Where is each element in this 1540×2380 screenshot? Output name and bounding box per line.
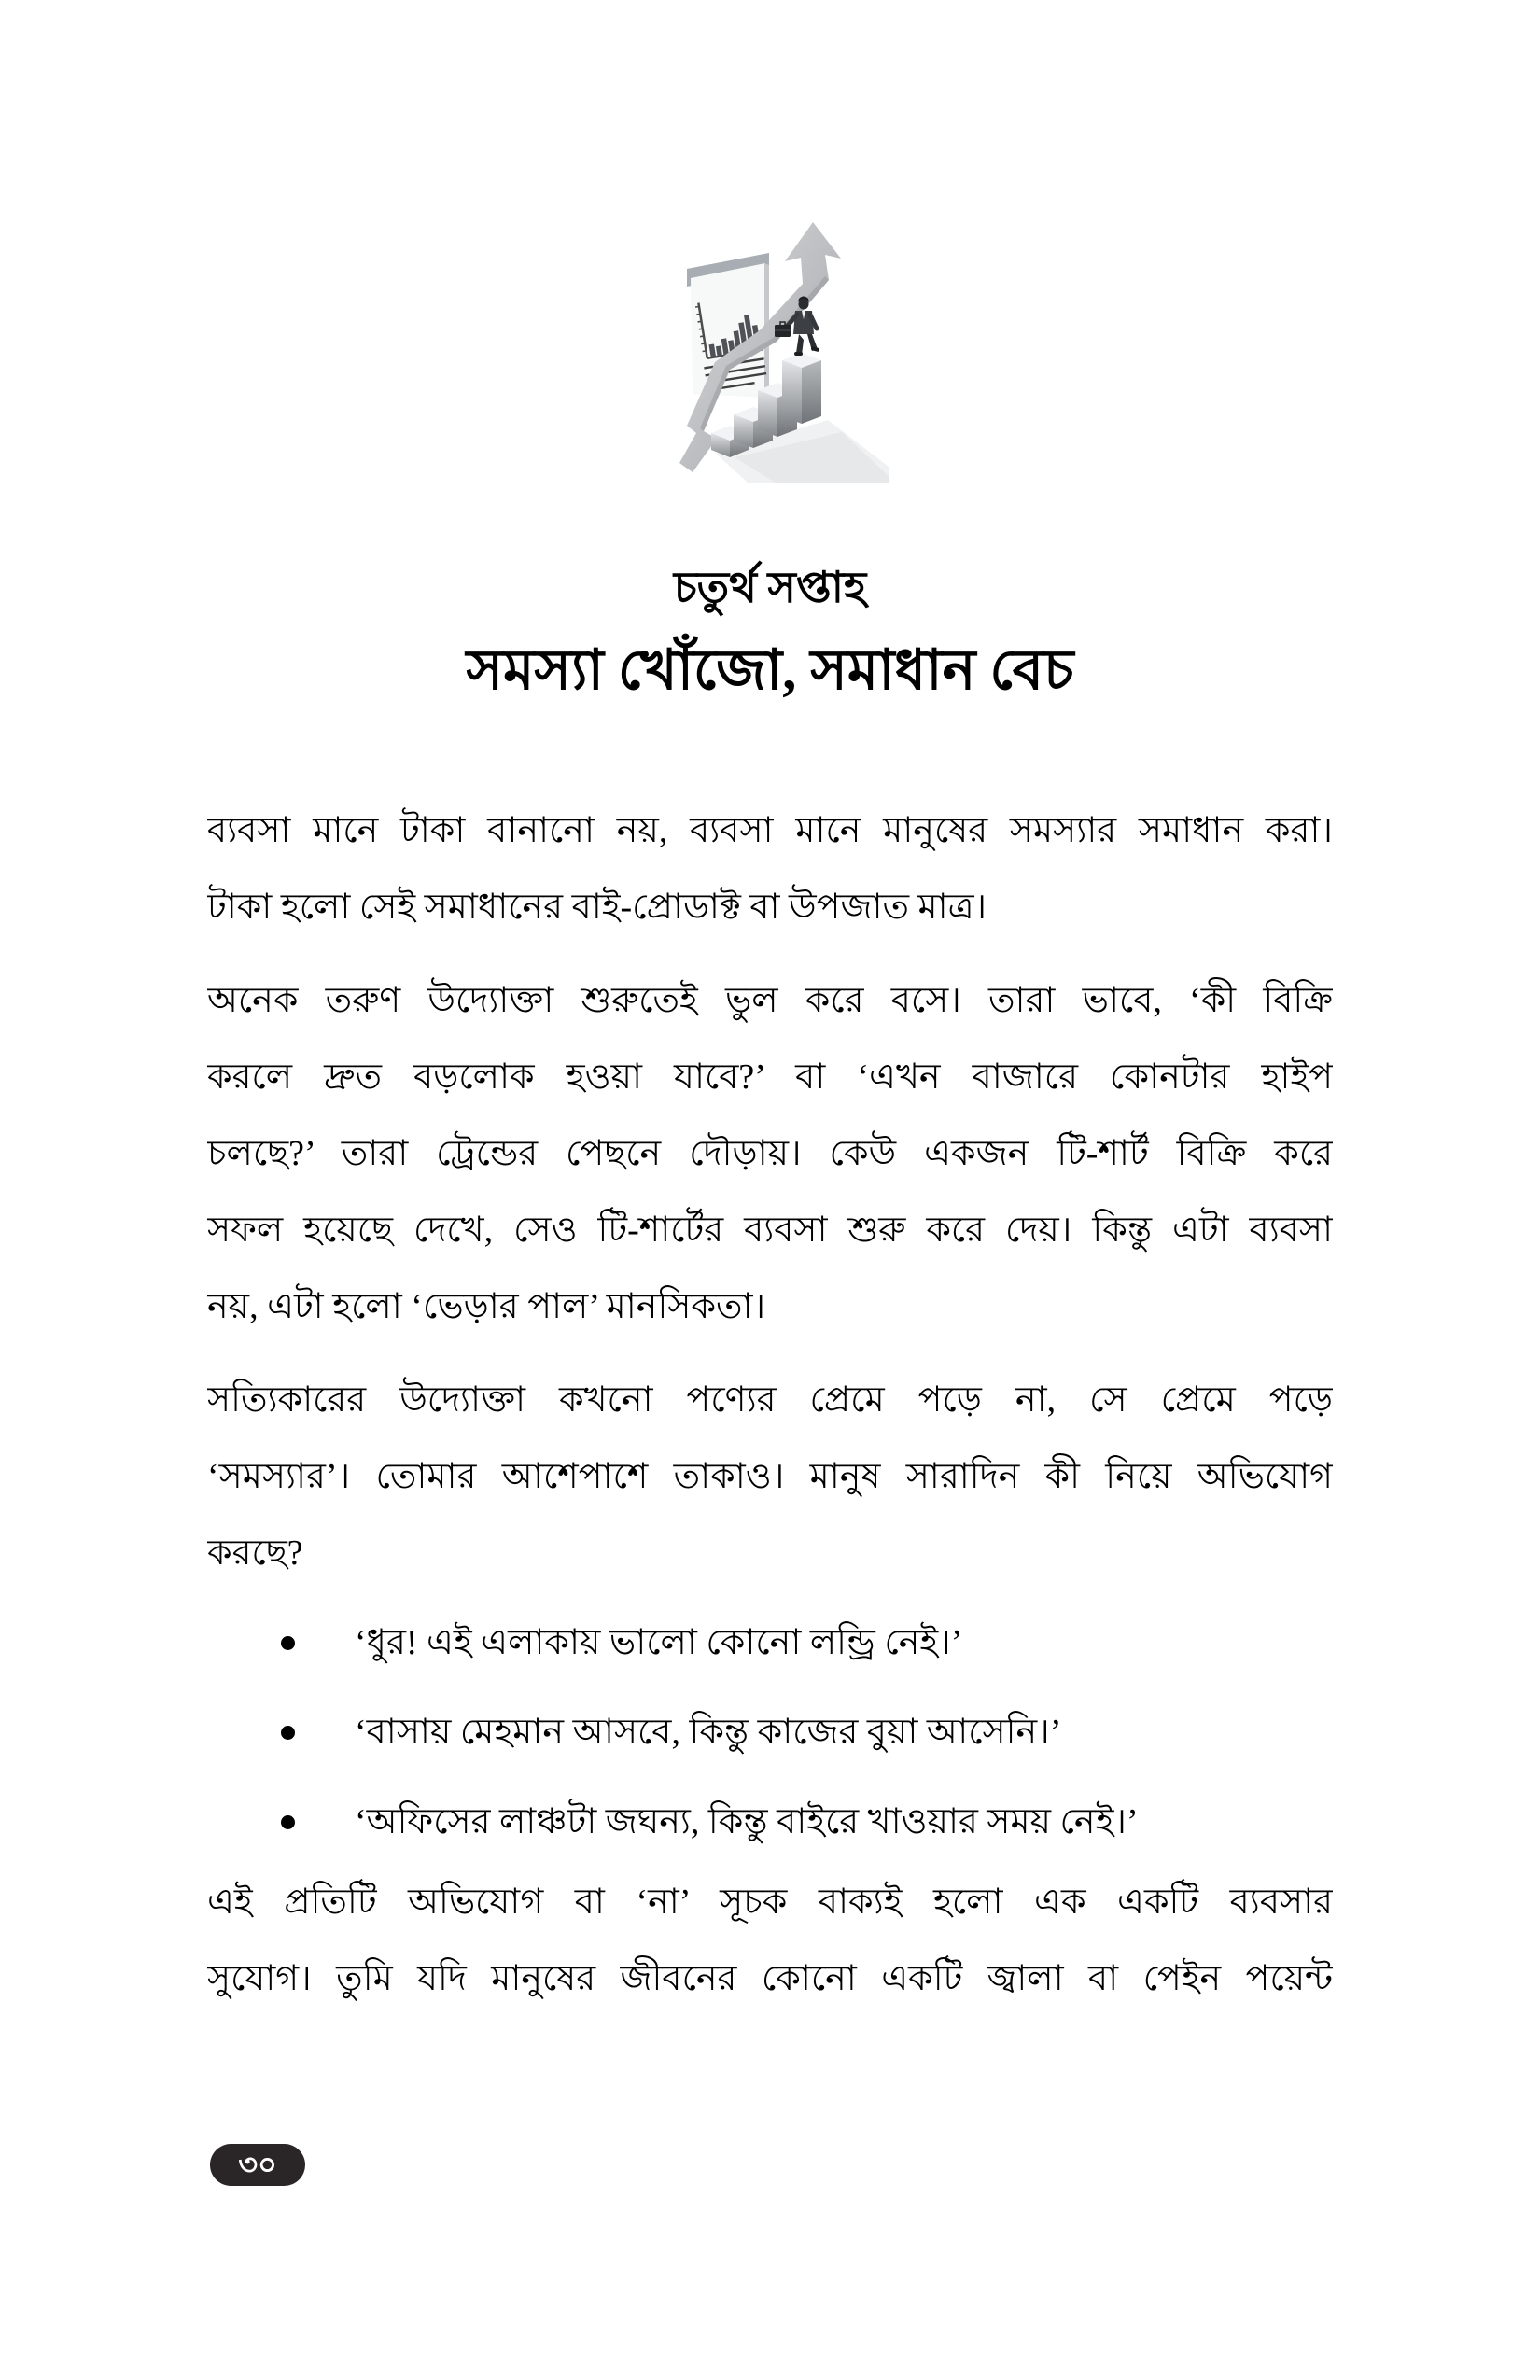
complaints-bullet-list [207, 1604, 1333, 1860]
paragraph [207, 1864, 1333, 2017]
bullet-item [207, 1604, 1333, 1681]
growth-illustration [665, 222, 889, 483]
page-title: সমস্যা খোঁজো, সমাধান বেচ [466, 639, 1074, 701]
body-line: সত্যিকারের উদ্যোক্তা কখনো পণ্যের প্রেমে পড়ে না, সে প্রেমে পড়ে [207, 1380, 1333, 1420]
paragraph [207, 962, 1333, 1345]
body-line: অনেক তরুণ উদ্যোক্তা শুরুতেই ভুল করে বসে। তারা ভাবে, ‘কী বিক্রি [207, 981, 1333, 1020]
bullet-dot [281, 1726, 295, 1740]
body-line: এই প্রতিটি অভিযোগ বা ‘না’ সূচক বাক্যই হলো এক একটি ব্যবসার [207, 1883, 1333, 1922]
bullet-text: ‘বাসায় মেহমান আসবে, কিন্তু কাজের বুয়া আসেনি।’ [355, 1713, 1062, 1752]
bullet-dot [281, 1636, 295, 1650]
bullet-item [207, 1784, 1333, 1860]
paragraph [207, 1362, 1333, 1591]
chapter-kicker: চতুর্থ সপ্তাহ [673, 564, 867, 611]
bullet-dot [281, 1815, 295, 1829]
bullet-item [207, 1694, 1333, 1771]
bullet-text: ‘ধুর! এই এলাকায় ভালো কোনো লন্ড্রি নেই।’ [355, 1623, 963, 1662]
body-line: ‘সমস্যার’। তোমার আশেপাশে তাকাও। মানুষ সারাদিন কী নিয়ে অভিযোগ [207, 1457, 1333, 1496]
businessman-climbing-bar-chart-icon [665, 222, 889, 483]
body-line: করছে? [207, 1533, 303, 1573]
body-line: করলে দ্রুত বড়লোক হওয়া যাবে?’ বা ‘এখন বাজারে কোনটার হাইপ [207, 1057, 1333, 1097]
step-4 [782, 353, 821, 424]
body-text [207, 792, 1333, 2034]
body-line: চলছে?’ তারা ট্রেন্ডের পেছনে দৌড়ায়। কেউ একজন টি-শার্ট বিক্রি করে [207, 1134, 1333, 1173]
body-line: টাকা হলো সেই সমাধানের বাই-প্রোডাক্ট বা উপজাত মাত্র। [207, 888, 987, 927]
bullet-text: ‘অফিসের লাঞ্চটা জঘন্য, কিন্তু বাইরে খাওয়ার সময় নেই।’ [355, 1802, 1139, 1841]
paragraph [207, 792, 1333, 945]
bar-chart-board [687, 253, 769, 398]
body-line: ব্যবসা মানে টাকা বানানো নয়, ব্যবসা মানে মানুষের সমস্যার সমাধান করা। [207, 811, 1333, 850]
body-line: নয়, এটা হলো ‘ভেড়ার পাল’ মানসিকতা। [207, 1287, 766, 1326]
body-line: সুযোগ। তুমি যদি মানুষের জীবনের কোনো একটি জ্বালা বা পেইন পয়েন্ট [207, 1959, 1333, 1998]
page-number-badge: ৩০ [210, 2144, 305, 2186]
body-line: সফল হয়েছে দেখে, সেও টি-শার্টের ব্যবসা শুরু করে দেয়। কিন্তু এটা ব্যবসা [207, 1211, 1333, 1250]
